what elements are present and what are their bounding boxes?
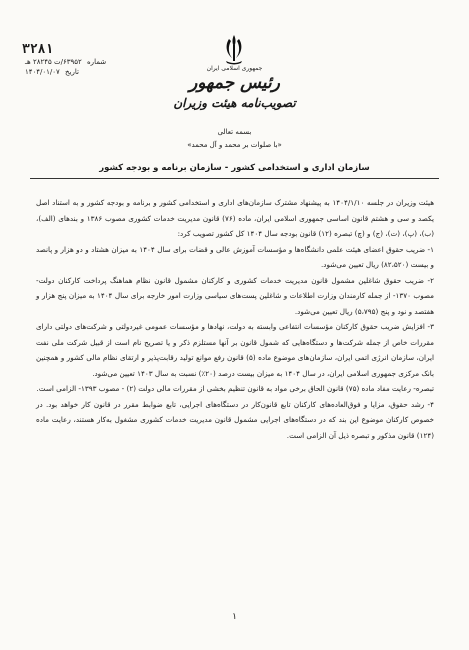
page-number: ۱ xyxy=(232,612,237,622)
government-title: جمهوری اسلامی ایران xyxy=(206,65,263,72)
document-number: ۳۲۸۱ xyxy=(22,42,54,57)
paragraph-1: ۱- ضریب حقوق اعضای هیئت علمی دانشگاه‌ها و مؤسسات آموزش عالی و قضات برای سال ۱۴۰۴ به میزان هشتاد و دو هزار و پانصد و بیست (۸۲،۵۲۰) ریال تعیین می‌شود. xyxy=(36,244,435,269)
paragraph-3: ۳- افزایش ضریب حقوق کارکنان مؤسسات انتفاعی وابسته به دولت، نهادها و مؤسسات عمومی غیردولتی و شرکت‌های دولتی دارای مقررات خاص از جمله شرکت‌ها و دستگاه‌هایی که شمول قانون بر آنها مستلزم ذکر و یا تصریح نام است از قبیل شرکت ملی نفت ایران، سازمان انرژی اتمی ایران، سازمان‌های موضوع ماده (۵) قانون رفع موانع تولید رقابت‌پذیر و ارتقای نظام مالی کشور و همچنین بانک مرکزی جمهوری اسلامی ایران، در سال ۱۴۰۴ به میزان بیست درصد (۲۰٪) نسبت به سال ۱۴۰۳ تعیین می‌شود. xyxy=(36,322,434,378)
paragraph-4: ۴- رشد حقوق، مزایا و فوق‌العاده‌های کارکنان تابع قانون‌کار در دستگاه‌های اجرایی، تابع ضوابط مقرر در قانون کار خواهد بود. در خصوص کارکنان موضوع این بند که در دستگاه‌های اجرایی مشمول قانون مدیریت خدمات کشوری مشغول به‌کار هستند، رعایت ماده (۱۲۴) قانون مذکور و تبصره ذیل آن الزامی است. xyxy=(36,399,434,440)
addressee: سازمان اداری و استخدامی کشور - سازمان برنامه و بودجه کشور xyxy=(99,163,370,173)
date-label: تاریخ xyxy=(65,68,79,76)
paragraph-2: ۲- ضریب حقوق شاغلین مشمول قانون مدیریت خدمات کشوری و کارکنان مشمول قانون نظام هماهنگ پرداخت کارکنان دولت- مصوب ۱۳۷۰- از جمله کارمندان وزارت اطلاعات و شاغلین پست‌های سیاسی وزارت امور خارجه برای سال ۱۴۰۴ به میزان پنج هزار و هفتصد و نود و پنج (۵،۷۹۵) ریال تعیین می‌شود. xyxy=(36,275,434,316)
president-title: رئیس جمهور xyxy=(189,73,280,93)
paragraph-intro: هیئت وزیران در جلسه ۱۴۰۴/۱/۱۰ به پیشنهاد مشترک سازمان‌های اداری و استخدامی کشور و برنامه و بودجه کشور و به استناد اصل یکصد و سی و هشتم قانون اساسی جمهوری اسلامی ایران، ماده (۷۶) قانون مدیریت خدمات کشوری مصوب ۱۳۸۶ و بندهای (الف)، (ب)، (پ)، (ت)، (ج) و (چ) تبصره (۱۲) قانون بودجه سال ۱۴۰۴ کل کشور تصویب کرد: xyxy=(36,198,434,238)
bismillah: بسمه تعالی xyxy=(217,128,252,136)
reference-number-value: ۶۳۹۵۲/ت ۲۸۲۴۵ هـ xyxy=(25,58,82,66)
date-value: ۱۴۰۴/۰۱/۰۷ xyxy=(25,68,60,76)
paragraph-note: تبصره- رعایت مفاد ماده (۷۵) قانون الحاق برخی مواد به قانون تنظیم بخشی از مقررات مالی دولت (۲) - مصوب ۱۳۹۳- الزامی است. xyxy=(36,384,434,393)
cabinet-decree-title: تصویب‌نامه هیئت وزیران xyxy=(173,96,296,110)
iran-emblem-icon xyxy=(220,33,248,65)
salawat: «با صلوات بر محمد و آل محمد» xyxy=(187,141,282,149)
divider xyxy=(30,178,439,179)
reference-number-label: شماره xyxy=(87,58,107,66)
decree-body xyxy=(36,195,434,443)
